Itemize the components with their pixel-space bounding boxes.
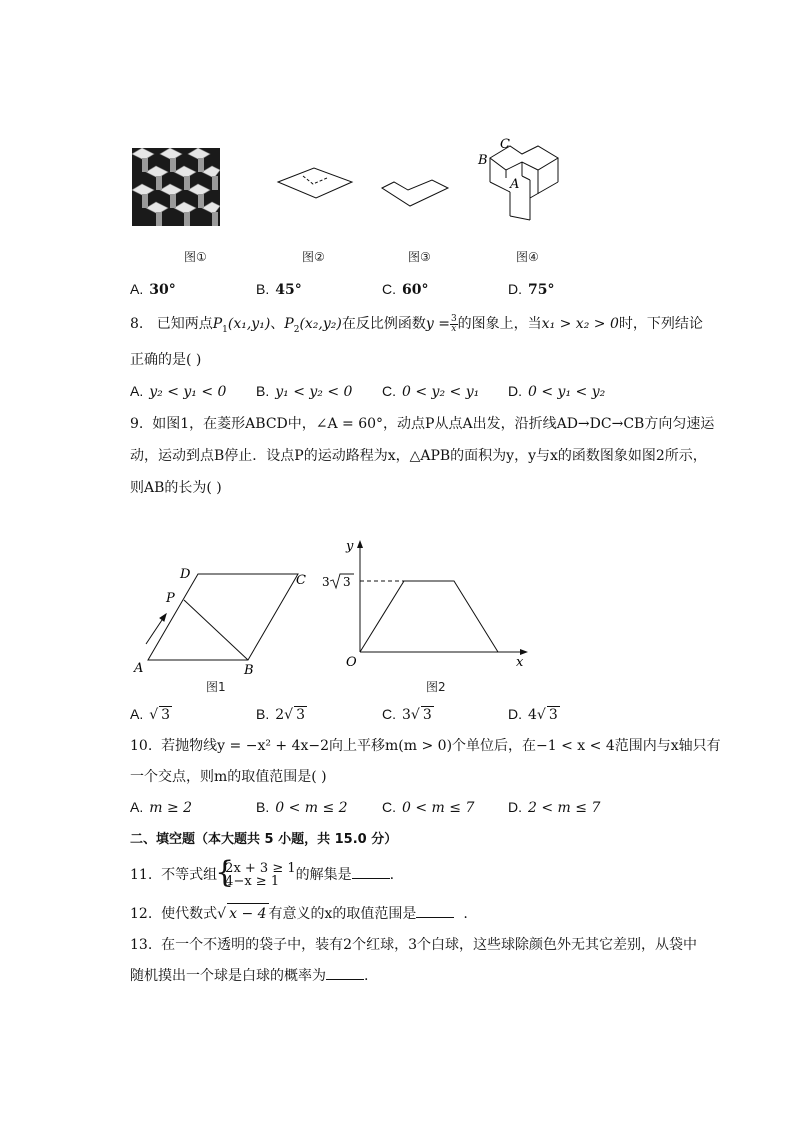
- section2-title: 二、填空题（本大题共 5 小题，共 15.0 分）: [130, 832, 398, 847]
- q9-option-b[interactable]: B. 2√ 3: [256, 706, 305, 723]
- fig2-label-x: x: [516, 655, 524, 670]
- q7-option-b[interactable]: B. 45°: [256, 281, 302, 298]
- q8-option-a[interactable]: A. y₂ < y₁ < 0: [130, 383, 227, 400]
- fig2-ytick-radicand: 3: [343, 575, 351, 589]
- q10-option-a[interactable]: A. m ≥ 2: [130, 799, 193, 816]
- fig2-rhombus-tile: [276, 166, 354, 202]
- q13-line2: 随机摸出一个球是白球的概率为 .: [130, 968, 369, 984]
- fig1-label-b: B: [244, 663, 254, 678]
- fig4-label-c: C: [500, 137, 510, 152]
- fig2-label-o: O: [346, 655, 357, 670]
- q9-line1: 9. 如图1，在菱形ABCD中，∠A = 60°，动点P从点A出发，沿折线AD→DC→CB方向匀速运: [130, 416, 715, 432]
- fig1-caption: 图①: [184, 250, 207, 264]
- q9-option-d[interactable]: D. 4√ 3: [508, 706, 558, 723]
- q10-option-b[interactable]: B. 0 < m ≤ 2: [256, 799, 348, 816]
- q7-option-c[interactable]: C. 60°: [382, 281, 429, 298]
- q11-inequality-system: { 2x + 3 ≥ 1 4−x ≥ 1: [217, 862, 295, 888]
- q9-option-c[interactable]: C. 3√ 3: [382, 706, 432, 723]
- function-graph: [316, 536, 530, 674]
- q12-line: 12. 使代数式√ x − 4 有意义的x的取值范围是 .: [130, 903, 468, 924]
- tile-pattern-graphic: [132, 148, 220, 226]
- q9-fig1-rhombus: [130, 562, 320, 678]
- q10-option-c[interactable]: C. 0 < m ≤ 7: [382, 799, 475, 816]
- q9-line2: 动，运动到点B停止．设点P的运动路程为x，△APB的面积为y，y与x的函数图象如图2所示，: [130, 448, 707, 464]
- block-graphic: [474, 136, 574, 224]
- fig1-label-c: C: [296, 573, 306, 588]
- fig3-caption: 图③: [408, 250, 431, 264]
- rhombus-tile-graphic: [276, 166, 354, 202]
- q11-line: 11. 不等式组 { 2x + 3 ≥ 1 4−x ≥ 1 的解集是 .: [130, 860, 394, 890]
- fig1-label-a: A: [134, 661, 144, 676]
- q9-option-a[interactable]: A. √ 3: [130, 706, 171, 723]
- q8-line1: 8. 已知两点$P_1(x_1,y_1)$、$P_2(x_2,y_2)$在反比例函数y = $\frac{3}{x}$ 的图象上，当x₁ > x₂ > 0时，下列结论: [130, 313, 703, 335]
- q10-line2: 一个交点，则m的取值范围是( ): [130, 769, 327, 785]
- q8-option-b[interactable]: B. y₁ < y₂ < 0: [256, 383, 353, 400]
- q12-answer-blank[interactable]: [416, 905, 454, 918]
- q10-option-d[interactable]: D. 2 < m ≤ 7: [508, 799, 601, 816]
- l-shape-graphic: [380, 178, 452, 210]
- q9-fig2-caption: 图2: [426, 680, 446, 694]
- q11-answer-blank[interactable]: [352, 866, 390, 879]
- fig2-caption: 图②: [302, 250, 325, 264]
- q13-answer-blank[interactable]: [326, 967, 364, 980]
- q9-fig2-graph: [316, 536, 530, 674]
- fig4-label-b: B: [478, 153, 488, 168]
- fig1-label-d: D: [180, 567, 191, 582]
- q13-line1: 13. 在一个不透明的袋子中，装有2个红球，3个白球，这些球除颜色外无其它差别，从袋中: [130, 937, 697, 953]
- fig2-label-y: y: [346, 539, 354, 554]
- fig1-tile-pattern: [132, 148, 220, 226]
- fig4-label-a: A: [510, 177, 520, 192]
- q8-option-c[interactable]: C. 0 < y₂ < y₁: [382, 383, 480, 400]
- q7-option-a[interactable]: A. 30°: [130, 281, 176, 298]
- q8-line2: 正确的是( ): [130, 352, 202, 368]
- fig4-3d-block: [474, 136, 574, 224]
- q8-option-d[interactable]: D. 0 < y₁ < y₂: [508, 383, 606, 400]
- fig4-caption: 图④: [516, 250, 539, 264]
- q10-line1: 10. 若抛物线y = −x² + 4x−2向上平移m(m > 0)个单位后，在−1 < x < 4范围内与x轴只有: [130, 738, 721, 754]
- fig2-ytick-coef: 3: [322, 575, 330, 589]
- q9-line3: 则AB的长为( ): [130, 480, 222, 496]
- q7-option-d[interactable]: D. 75°: [508, 281, 555, 298]
- rhombus-graphic: [130, 562, 320, 678]
- q8-fraction: $\frac{3}{x}$: [450, 313, 457, 334]
- fig3-l-shape: [380, 178, 452, 210]
- fig1-label-p: P: [166, 591, 175, 606]
- q12-radicand: x − 4: [227, 903, 268, 924]
- q9-fig1-caption: 图1: [206, 680, 226, 694]
